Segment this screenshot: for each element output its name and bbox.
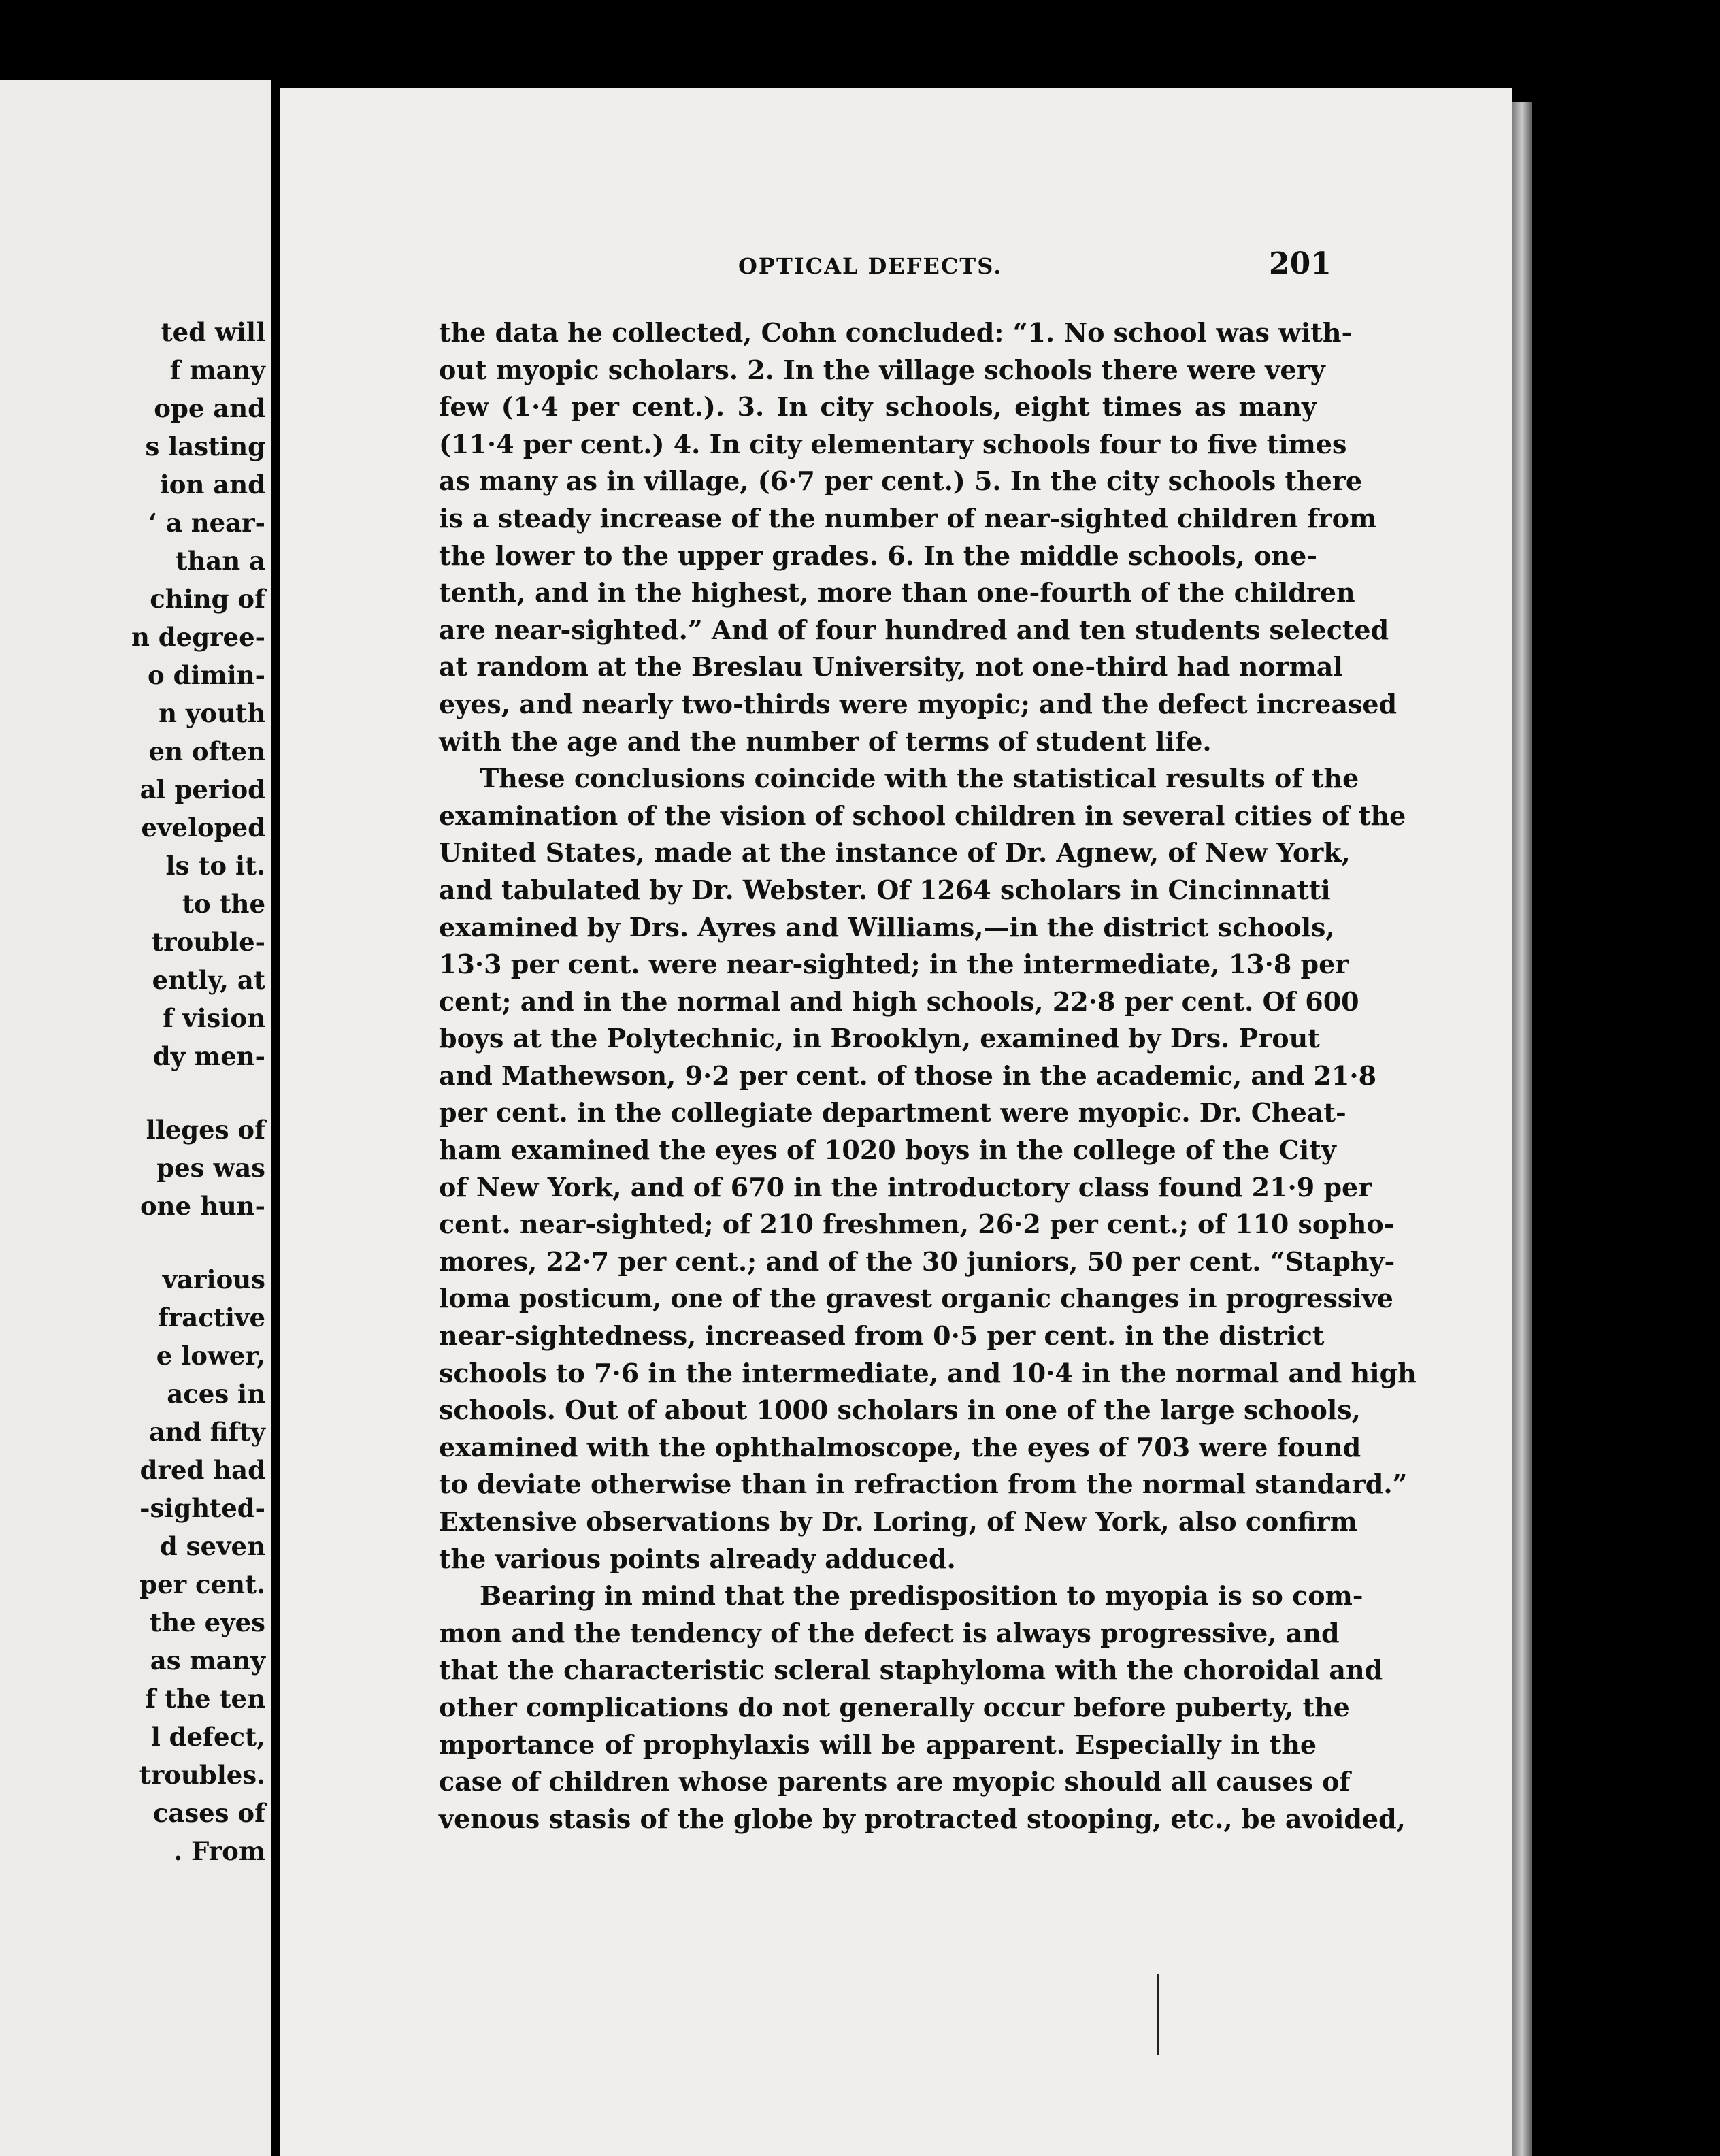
left-page-line: dy men- xyxy=(152,1041,265,1071)
text-line: Extensive observations by Dr. Loring, of New York, also confirm xyxy=(439,1506,1357,1537)
text-line: examined with the ophthalmoscope, the eyes of 703 were found xyxy=(439,1431,1361,1463)
text-line: as many as in village, (6·7 per cent.) 5. In the city schools there xyxy=(439,466,1363,497)
left-page-line xyxy=(7,1075,265,1111)
left-page-line: n degree- xyxy=(131,622,265,652)
left-page-line: ls to it. xyxy=(165,851,265,881)
text-line: case of children whose parents are myopic should all causes of xyxy=(439,1766,1351,1797)
text-line: to deviate otherwise than in refraction from the normal standard.” xyxy=(439,1469,1408,1500)
left-page-line: al period xyxy=(139,774,265,804)
text-line: per cent. in the collegiate department were myopic. Dr. Cheat- xyxy=(439,1097,1346,1128)
text-line: United States, made at the instance of Dr. Agnew, of New York, xyxy=(439,837,1351,868)
left-page-line: cases of xyxy=(152,1798,265,1828)
left-page-line: en often xyxy=(148,736,265,766)
text-line: schools to 7·6 in the intermediate, and 10·4 in the normal and high xyxy=(439,1357,1417,1388)
left-page-line: o dimin- xyxy=(148,660,265,690)
left-page-line: -sighted- xyxy=(139,1493,265,1523)
left-page-line: aces in xyxy=(167,1379,265,1409)
text-line: eyes, and nearly two-thirds were myopic; and the defect increased xyxy=(439,688,1398,719)
text-line: tenth, and in the highest, more than one-fourth of the children xyxy=(439,577,1355,608)
text-line: cent. near-sighted; of 210 freshmen, 26·2 per cent.; of 110 sopho- xyxy=(439,1209,1395,1240)
text-line: mportance of prophylaxis will be apparent. Especially in the xyxy=(439,1729,1317,1760)
text-line: 13·3 per cent. were near-sighted; in the intermediate, 13·8 per xyxy=(439,949,1349,980)
text-line: examination of the vision of school children in several cities of the xyxy=(439,800,1406,831)
left-page-line: d seven xyxy=(159,1531,265,1561)
left-page-line: trouble- xyxy=(152,927,265,957)
running-head: OPTICAL DEFECTS. xyxy=(738,253,1003,279)
text-line: mores, 22·7 per cent.; and of the 30 juniors, 50 per cent. “Staphy- xyxy=(439,1245,1395,1277)
left-page-line: fractive xyxy=(157,1303,265,1333)
page-edge xyxy=(1512,102,1532,2156)
left-page-line: l defect, xyxy=(150,1722,265,1752)
page-number: 201 xyxy=(1269,246,1332,281)
text-line: out myopic scholars. 2. In the village schools there were very xyxy=(439,354,1325,385)
text-line: near-sightedness, increased from 0·5 per cent. in the district xyxy=(439,1320,1325,1352)
text-line: that the characteristic scleral staphyloma with the choroidal and xyxy=(439,1654,1383,1686)
text-line: at random at the Breslau University, not one-third had normal xyxy=(439,651,1343,683)
text-line: schools. Out of about 1000 scholars in one of the large schools, xyxy=(439,1394,1361,1426)
text-line: boys at the Polytechnic, in Brooklyn, examined by Drs. Prout xyxy=(439,1023,1320,1054)
text-line: of New York, and of 670 in the introductory class found 21·9 per xyxy=(439,1171,1372,1203)
text-line: venous stasis of the globe by protracted stooping, etc., be avoided, xyxy=(439,1803,1406,1834)
text-line: loma posticum, one of the gravest organic changes in progressive xyxy=(439,1283,1393,1314)
text-line: the various points already adduced. xyxy=(439,1543,956,1574)
text-line: the lower to the upper grades. 6. In the middle schools, one- xyxy=(439,540,1318,571)
left-page-line: f the ten xyxy=(145,1684,265,1714)
left-page-line: one hun- xyxy=(139,1191,265,1221)
left-page-line: n youth xyxy=(159,698,265,728)
left-page-line: ted will xyxy=(161,317,265,347)
left-page-line: to the xyxy=(182,889,265,919)
left-page-line: per cent. xyxy=(139,1569,265,1599)
body-text xyxy=(439,314,1417,1838)
left-page-line: ‘ a near- xyxy=(148,508,265,538)
left-page-line: ion and xyxy=(159,470,265,500)
left-page-line: pes was xyxy=(156,1153,265,1183)
left-page-line: ching of xyxy=(150,584,265,614)
left-page-line: the eyes xyxy=(150,1607,265,1637)
left-page-line: eveloped xyxy=(141,813,265,843)
pen-mark xyxy=(1157,1974,1167,2055)
text-line: with the age and the number of terms of student life. xyxy=(439,725,1212,757)
left-facing-page xyxy=(0,80,271,2156)
left-page-line: e lower, xyxy=(156,1341,265,1371)
left-page-text xyxy=(7,313,265,1870)
left-page-line: f many xyxy=(169,355,265,385)
text-line: the data he collected, Cohn concluded: “1. No school was with- xyxy=(439,317,1353,348)
text-line: few (1·4 per cent.). 3. In city schools, eight times as many xyxy=(439,391,1317,423)
left-page-line: troubles. xyxy=(139,1760,265,1790)
text-line: These conclusions coincide with the statistical results of the xyxy=(480,763,1359,794)
left-page-line: various xyxy=(162,1264,265,1294)
left-page-line: s lasting xyxy=(145,431,265,461)
text-line: (11·4 per cent.) 4. In city elementary schools four to five times xyxy=(439,428,1347,459)
text-line: Bearing in mind that the predisposition to myopia is so com- xyxy=(480,1580,1363,1612)
left-page-line xyxy=(7,1225,265,1260)
text-line: cent; and in the normal and high schools, 22·8 per cent. Of 600 xyxy=(439,985,1359,1017)
text-line: are near-sighted.” And of four hundred and ten students selected xyxy=(439,614,1389,645)
text-line: other complications do not generally occur before puberty, the xyxy=(439,1691,1350,1722)
text-line: is a steady increase of the number of near-sighted children from xyxy=(439,502,1377,534)
left-page-line: . From xyxy=(173,1836,265,1866)
left-page-line: ently, at xyxy=(152,965,265,995)
text-line: mon and the tendency of the defect is always progressive, and xyxy=(439,1617,1340,1648)
left-page-line: than a xyxy=(176,546,265,576)
text-line: and tabulated by Dr. Webster. Of 1264 scholars in Cincinnatti xyxy=(439,874,1331,905)
left-page-line: f vision xyxy=(163,1003,265,1033)
text-line: examined by Drs. Ayres and Williams,—in the district schools, xyxy=(439,911,1335,943)
left-page-line: as many xyxy=(150,1646,265,1676)
left-page-line: dred had xyxy=(139,1455,265,1485)
left-page-line: ope and xyxy=(154,393,265,423)
text-line: and Mathewson, 9·2 per cent. of those in the academic, and 21·8 xyxy=(439,1060,1377,1091)
book-gutter xyxy=(271,80,280,2156)
left-page-line: and fifty xyxy=(148,1417,265,1447)
text-line: ham examined the eyes of 1020 boys in the college of the City xyxy=(439,1134,1336,1166)
left-page-line: lleges of xyxy=(146,1115,265,1145)
